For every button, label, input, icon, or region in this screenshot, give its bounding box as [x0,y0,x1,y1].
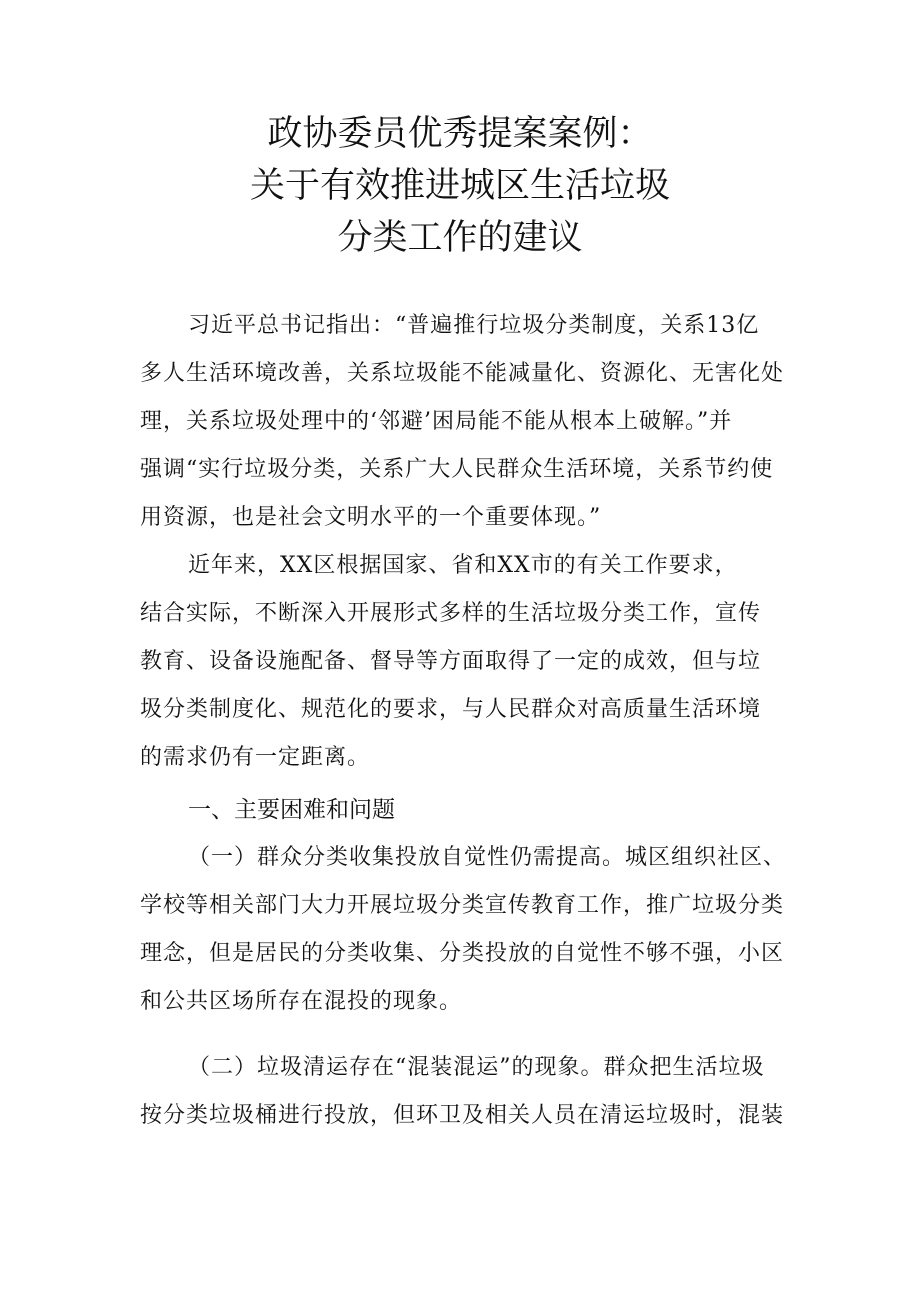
paragraph-line: 按分类垃圾桶进行投放，但环卫及相关人员在清运垃圾时，混装 [140,1103,785,1128]
paragraph-line: 和公共区场所存在混投的现象。 [140,989,463,1014]
paragraph-line: 学校等相关部门大力开展垃圾分类宣传教育工作，推广垃圾分类 [140,893,785,918]
document-title [0,108,920,264]
paragraph-3 [140,834,800,1026]
paragraph-line: 习近平总书记指出：“普遍推行垃圾分类制度，关系13亿 [188,313,760,338]
title-line-1: 政协委员优秀提案案例： [267,114,653,154]
paragraph-1 [140,302,800,542]
paragraph-line: 教育、设备设施配备、督导等方面取得了一定的成效，但与垃 [140,649,762,674]
paragraph-4 [140,1044,800,1140]
paragraph-line: 的需求仍有一定距离。 [140,745,371,770]
paragraph-line: 用资源，也是社会文明水平的一个重要体现。” [140,505,602,530]
paragraph-line: 理念，但是居民的分类收集、分类投放的自觉性不够不强，小区 [140,941,785,966]
paragraph-2 [140,542,800,782]
paragraph-line: 结合实际，不断深入开展形式多样的生活垃圾分类工作，宣传 [140,601,762,626]
title-line-3: 分类工作的建议 [337,218,583,258]
paragraph-line: 近年来，XX区根据国家、省和XX市的有关工作要求， [188,553,738,578]
paragraph-line: 理，关系垃圾处理中的‘邻避’困局能不能从根本上破解。”并 [140,409,733,434]
paragraph-line: 圾分类制度化、规范化的要求，与人民群众对高质量生活环境 [140,697,762,722]
title-line-2: 关于有效推进城区生活垃圾 [249,166,670,206]
paragraph-line: 多人生活环境改善，关系垃圾能不能减量化、资源化、无害化处 [140,361,785,386]
paragraph-line: （一）群众分类收集投放自觉性仍需提高。城区组织社区、 [188,845,787,870]
section-heading: 一、主要困难和问题 [188,797,395,823]
paragraph-line: （二）垃圾清运存在“混装混运”的现象。群众把生活垃圾 [188,1055,765,1080]
paragraph-line: 强调“实行垃圾分类，关系广大人民群众生活环境，关系节约使 [140,457,774,482]
